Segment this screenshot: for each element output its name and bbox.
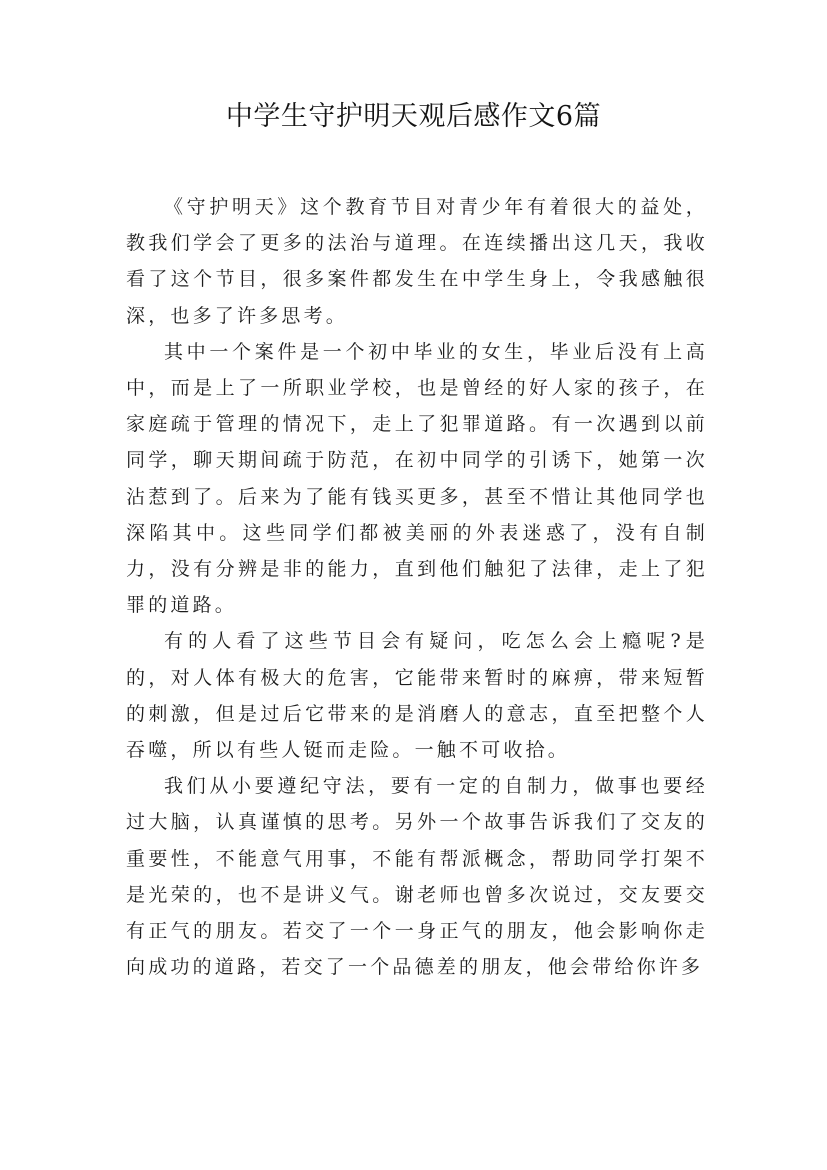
paragraph: 《守护明天》这个教育节目对青少年有着很大的益处，教我们学会了更多的法治与道理。在连续播出这几天，我收看了这个节目，很多案件都发生在中学生身上，令我感触很深，也多了许多思考。	[126, 196, 708, 327]
paragraph: 有的人看了这些节目会有疑问，吃怎么会上瘾呢?是的，对人体有极大的危害，它能带来暂时的麻痹，带来短暂的刺激，但是过后它带来的是消磨人的意志，直至把整个人吞噬，所以有些人铤而走险。一触不可收拾。	[126, 630, 708, 762]
document-body	[126, 189, 708, 985]
paragraph: 我们从小要遵纪守法，要有一定的自制力，做事也要经过大脑，认真谨慎的思考。另外一个故事告诉我们了交友的重要性，不能意气用事，不能有帮派概念，帮助同学打架不是光荣的，也不是讲义气。谢老师也曾多次说过，交友要交有正气的朋友。若交了一个一身正气的朋友，他会影响你走向成功的道路，若交了一个品德差的朋友，他会带给你许多	[126, 775, 708, 979]
paragraph: 其中一个案件是一个初中毕业的女生，毕业后没有上高中，而是上了一所职业学校，也是曾经的好人家的孩子，在家庭疏于管理的情况下，走上了犯罪道路。有一次遇到以前同学，聊天期间疏于防范，在初中同学的引诱下，她第一次沾惹到了。后来为了能有钱买更多，甚至不惜让其他同学也深陷其中。这些同学们都被美丽的外表迷惑了，没有自制力，没有分辨是非的能力，直到他们触犯了法律，走上了犯罪的道路。	[126, 340, 708, 617]
document-title: 中学生守护明天观后感作文6篇	[225, 101, 602, 132]
